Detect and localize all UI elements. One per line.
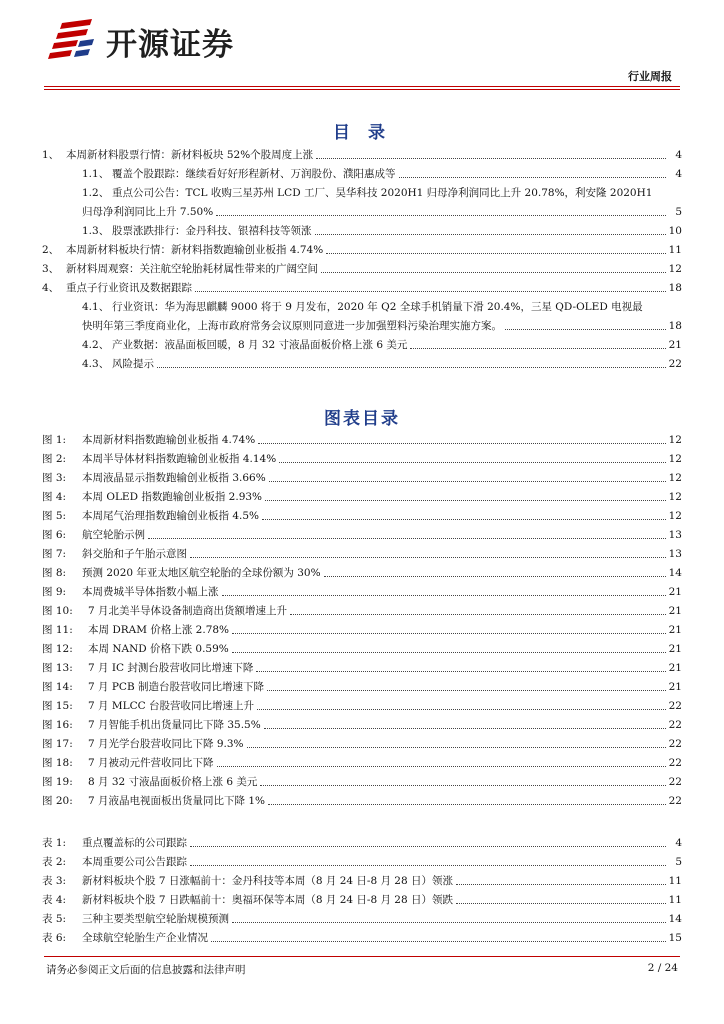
footer-divider [44, 956, 680, 957]
figure-number: 图 16: [42, 719, 73, 731]
toc-entry-page: 11 [668, 244, 682, 256]
toc-entry-number: 1.1、 [82, 168, 110, 180]
figure-page: 13 [668, 529, 682, 541]
leader-dots [190, 845, 666, 847]
figure-page: 12 [668, 472, 682, 484]
toc-entry-number: 2、 [42, 244, 60, 256]
figure-page: 21 [668, 643, 682, 655]
leader-dots [456, 902, 666, 904]
figure-number: 图 13: [42, 662, 73, 674]
leader-dots [410, 347, 666, 349]
table-number: 表 2: [42, 856, 67, 868]
table-number: 表 3: [42, 875, 67, 887]
toc-entry-number: 1.3、 [82, 225, 110, 237]
toc-entry-number: 1.2、 [82, 187, 110, 199]
figure-label: 本周新材料指数跑输创业板指 4.74% [82, 434, 256, 446]
table-entry[interactable] [42, 874, 682, 888]
toc-entry-label: 风险提示 [112, 358, 154, 370]
leader-dots [232, 921, 666, 923]
table-page: 14 [668, 913, 682, 925]
figure-number: 图 10: [42, 605, 73, 617]
page-number: 2 / 24 [647, 962, 678, 974]
toc-entry-page: 4 [675, 149, 682, 161]
figure-label: 7 月光学台股营收同比下降 9.3% [88, 738, 244, 750]
figure-entry[interactable] [42, 471, 682, 485]
toc-entry[interactable] [42, 186, 682, 219]
figure-label: 预测 2020 年亚太地区航空轮胎的全球份额为 30% [82, 567, 321, 579]
toc-entry[interactable] [42, 148, 682, 162]
figure-entry[interactable] [42, 604, 682, 618]
leader-dots [256, 670, 666, 672]
toc-entry[interactable] [42, 243, 682, 257]
figure-label: 本周液晶显示指数跑输创业板指 3.66% [82, 472, 266, 484]
table-number: 表 1: [42, 837, 67, 849]
figure-label: 本周 OLED 指数跑输创业板指 2.93% [82, 491, 263, 503]
leader-dots [148, 537, 666, 539]
leader-dots [232, 632, 666, 634]
figure-page: 14 [668, 567, 682, 579]
toc-entry-number: 4、 [42, 282, 60, 294]
figure-number: 图 5: [42, 510, 67, 522]
toc-entry[interactable] [42, 262, 682, 276]
table-entry[interactable] [42, 931, 682, 945]
table-number: 表 6: [42, 932, 67, 944]
figure-page: 21 [668, 624, 682, 636]
figure-page: 22 [668, 776, 682, 788]
leader-dots [195, 290, 666, 292]
figure-page: 21 [668, 586, 682, 598]
figure-entry[interactable] [42, 680, 682, 694]
figure-label: 7 月 IC 封测台股营收同比增速下降 [88, 662, 254, 674]
table-entry[interactable] [42, 912, 682, 926]
toc-entry[interactable] [42, 357, 682, 371]
figure-page: 22 [668, 757, 682, 769]
leader-dots [324, 575, 666, 577]
toc-entry-page: 4 [675, 168, 682, 180]
figure-number: 图 20: [42, 795, 73, 807]
leader-dots [399, 176, 667, 178]
leader-dots [190, 556, 666, 558]
table-label: 新材料板块个股 7 日跌幅前十：奥福环保等本周（8 月 24 日-8 月 28 日）领跌 [82, 894, 454, 906]
toc-entry-label: 行业资讯：华为海思麒麟 9000 将于 9 月发布，2020 年 Q2 全球手机销量下滑 20.4%，三星 QD-OLED 电视最 [112, 301, 643, 313]
figure-label: 本周 DRAM 价格上涨 2.78% [88, 624, 230, 636]
toc-entry-label: 重点子行业资讯及数据跟踪 [66, 282, 192, 294]
leader-dots [216, 214, 666, 216]
figure-page: 22 [668, 738, 682, 750]
figure-number: 图 7: [42, 548, 67, 560]
figure-number: 图 18: [42, 757, 73, 769]
leader-dots [269, 480, 666, 482]
leader-dots [290, 613, 666, 615]
leader-dots [262, 518, 666, 520]
leader-dots [316, 157, 666, 159]
table-label: 全球航空轮胎生产企业情况 [82, 932, 208, 944]
figure-entry[interactable] [42, 661, 682, 675]
toc-entry-page: 10 [668, 225, 682, 237]
leader-dots [190, 864, 666, 866]
toc-entry-page: 12 [668, 263, 682, 275]
figure-page: 12 [668, 491, 682, 503]
company-logo [48, 18, 234, 64]
leader-dots [264, 727, 666, 729]
table-label: 重点覆盖标的公司跟踪 [82, 837, 187, 849]
toc-entry-page: 5 [675, 206, 682, 218]
toc-entry-label-cont: 归母净利润同比上升 7.50% [82, 206, 214, 218]
leader-dots [505, 328, 666, 330]
figure-label: 本周费城半导体指数小幅上涨 [82, 586, 219, 598]
figure-label: 7 月液晶电视面板出货量同比下降 1% [88, 795, 266, 807]
figure-label: 斜交胎和子午胎示意图 [82, 548, 187, 560]
figure-label: 7 月智能手机出货量同比下降 35.5% [88, 719, 261, 731]
table-label: 三种主要类型航空轮胎规模预测 [82, 913, 229, 925]
figure-number: 图 8: [42, 567, 67, 579]
leader-dots [260, 784, 666, 786]
figure-label: 7 月被动元件营收同比下降 [88, 757, 214, 769]
figure-label: 7 月 PCB 制造台股营收同比增速下降 [88, 681, 265, 693]
leader-dots [232, 651, 666, 653]
toc-entry-label: 本周新材料股票行情：新材料板块 52%个股周度上涨 [66, 149, 314, 161]
figure-number: 图 19: [42, 776, 73, 788]
toc-entry-number: 4.1、 [82, 301, 110, 313]
figure-label: 8 月 32 寸液晶面板价格上涨 6 美元 [88, 776, 258, 788]
leader-dots [247, 746, 666, 748]
figure-entry[interactable] [42, 718, 682, 732]
toc-entry-page: 18 [668, 282, 682, 294]
toc-entry-page: 18 [668, 320, 682, 332]
figure-number: 图 6: [42, 529, 67, 541]
leader-dots [211, 940, 666, 942]
figure-entry[interactable] [42, 775, 682, 789]
leader-dots [222, 594, 667, 596]
figure-entry[interactable] [42, 509, 682, 523]
table-page: 11 [668, 894, 682, 906]
figure-label: 本周半导体材料指数跑输创业板指 4.14% [82, 453, 277, 465]
figure-label: 本周 NAND 价格下跌 0.59% [88, 643, 229, 655]
table-page: 5 [675, 856, 682, 868]
leader-dots [257, 708, 666, 710]
toc-entry-number: 4.2、 [82, 339, 110, 351]
leader-dots [315, 233, 667, 235]
leader-dots [265, 499, 666, 501]
table-number: 表 4: [42, 894, 67, 906]
table-label: 新材料板块个股 7 日涨幅前十：金丹科技等本周（8 月 24 日-8 月 28 日）领涨 [82, 875, 454, 887]
toc-entry-page: 21 [668, 339, 682, 351]
figure-number: 图 11: [42, 624, 73, 636]
toc-entry-number: 4.3、 [82, 358, 110, 370]
document-type: 行业周报 [628, 70, 672, 83]
toc-title: 目 录 [333, 123, 391, 143]
header-divider-thin [44, 89, 680, 90]
figure-entry[interactable] [42, 737, 682, 751]
leader-dots [321, 271, 666, 273]
figure-entry[interactable] [42, 490, 682, 504]
figure-entry[interactable] [42, 623, 682, 637]
table-label: 本周重要公司公告跟踪 [82, 856, 187, 868]
figure-number: 图 9: [42, 586, 67, 598]
toc-entry[interactable] [42, 224, 682, 238]
leader-dots [267, 689, 666, 691]
figure-entry[interactable] [42, 452, 682, 466]
figure-entry[interactable] [42, 433, 682, 447]
leader-dots [258, 442, 666, 444]
table-entry[interactable] [42, 855, 682, 869]
leader-dots [268, 803, 666, 805]
figure-page: 21 [668, 681, 682, 693]
figure-entry[interactable] [42, 794, 682, 808]
figure-number: 图 3: [42, 472, 67, 484]
figure-page: 12 [668, 453, 682, 465]
toc-entry[interactable] [42, 300, 682, 333]
leader-dots [217, 765, 666, 767]
figure-page: 12 [668, 510, 682, 522]
figure-number: 图 17: [42, 738, 73, 750]
toc-entry-label: 重点公司公告：TCL 收购三星苏州 LCD 工厂、昊华科技 2020H1 归母净利润同比上升 20.78%，利安隆 2020H1 [112, 187, 653, 199]
figure-number: 图 4: [42, 491, 67, 503]
figure-page: 13 [668, 548, 682, 560]
leader-dots [456, 883, 666, 885]
header-divider [44, 86, 680, 87]
figure-number: 图 14: [42, 681, 73, 693]
figure-number: 图 1: [42, 434, 67, 446]
figure-page: 21 [668, 605, 682, 617]
toc-entry-label: 股票涨跌排行：金丹科技、银禧科技等领涨 [112, 225, 312, 237]
footer-disclaimer: 请务必参阅正文后面的信息披露和法律声明 [46, 964, 246, 976]
toc-entry[interactable] [42, 167, 682, 181]
toc-entry-label: 覆盖个股跟踪：继续看好好形程新材、万润股份、濮阳惠成等 [112, 168, 396, 180]
figure-page: 21 [668, 662, 682, 674]
toc-entry[interactable] [42, 281, 682, 295]
leader-dots [279, 461, 666, 463]
figure-label: 7 月北美半导体设备制造商出货额增速上升 [88, 605, 288, 617]
leader-dots [157, 366, 666, 368]
table-page: 11 [668, 875, 682, 887]
figure-page: 12 [668, 434, 682, 446]
figure-label: 7 月 MLCC 台股营收同比增速上升 [88, 700, 254, 712]
figure-page: 22 [668, 700, 682, 712]
toc-entry-number: 3、 [42, 263, 60, 275]
figure-entry[interactable] [42, 699, 682, 713]
figure-label: 航空轮胎示例 [82, 529, 145, 541]
figure-number: 图 15: [42, 700, 73, 712]
logo-mark-icon [48, 19, 98, 63]
table-page: 15 [668, 932, 682, 944]
toc-entry[interactable] [42, 338, 682, 352]
toc-entry-number: 1、 [42, 149, 60, 161]
figure-entry[interactable] [42, 756, 682, 770]
figure-number: 图 12: [42, 643, 73, 655]
toc-entry-label: 新材料周观察：关注航空轮胎耗材属性带来的广阔空间 [66, 263, 318, 275]
figure-entry[interactable] [42, 528, 682, 542]
figure-page: 22 [668, 719, 682, 731]
figures-title: 图表目录 [324, 409, 400, 429]
table-entry[interactable] [42, 893, 682, 907]
figure-entry[interactable] [42, 547, 682, 561]
table-entry[interactable] [42, 836, 682, 850]
figure-entry[interactable] [42, 585, 682, 599]
toc-entry-label-cont: 快明年第三季度商业化，上海市政府常务会议原则同意进一步加强塑料污染治理实施方案。 [82, 320, 502, 332]
table-number: 表 5: [42, 913, 67, 925]
figure-entry[interactable] [42, 642, 682, 656]
figure-entry[interactable] [42, 566, 682, 580]
toc-entry-label: 产业数据：液晶面板回暖，8 月 32 寸液晶面板价格上涨 6 美元 [112, 339, 408, 351]
leader-dots [326, 252, 666, 254]
toc-entry-label: 本周新材料板块行情：新材料指数跑输创业板指 4.74% [66, 244, 324, 256]
figure-label: 本周尾气治理指数跑输创业板指 4.5% [82, 510, 260, 522]
brand-name: 开源证券 [106, 26, 234, 63]
table-page: 4 [675, 837, 682, 849]
figure-number: 图 2: [42, 453, 67, 465]
figure-page: 22 [668, 795, 682, 807]
toc-entry-page: 22 [668, 358, 682, 370]
